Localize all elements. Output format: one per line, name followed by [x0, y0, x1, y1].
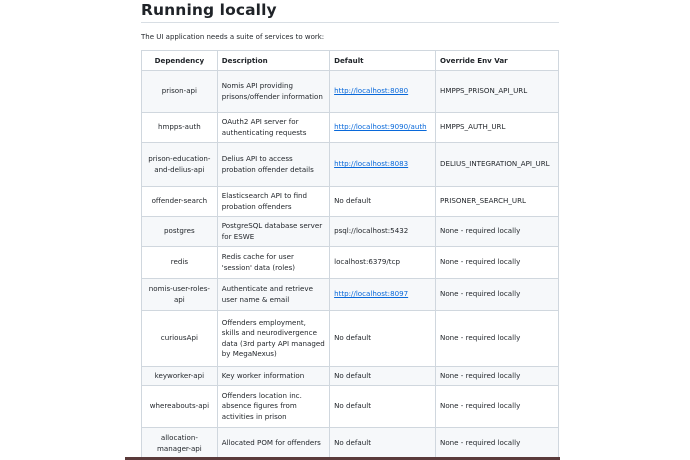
override-env-var-cell: None - required locally — [436, 386, 559, 428]
intro-text: The UI application needs a suite of services to work: — [141, 33, 325, 41]
description-cell: Allocated POM for offenders — [217, 428, 329, 460]
default-url-link[interactable]: http://localhost:9090/auth — [334, 122, 427, 132]
table-row — [142, 386, 559, 428]
table-row — [142, 367, 559, 386]
default-cell: No default — [330, 367, 436, 386]
header-description: Description — [217, 51, 329, 71]
header-default: Default — [330, 51, 436, 71]
dependency-cell: postgres — [142, 217, 218, 247]
override-env-var-cell: PRISONER_SEARCH_URL — [436, 187, 559, 217]
table-row — [142, 187, 559, 217]
default-cell — [330, 279, 436, 311]
dependency-cell: allocation-manager-api — [142, 428, 218, 460]
dependency-cell: redis — [142, 247, 218, 279]
description-cell: Nomis API providing prisons/offender information — [217, 71, 329, 113]
override-env-var-cell: HMPPS_AUTH_URL — [436, 113, 559, 143]
section-heading: Running locally — [141, 0, 559, 23]
readme-section — [141, 0, 559, 453]
default-cell — [330, 71, 436, 113]
dependency-cell: nomis-user-roles-api — [142, 279, 218, 311]
header-dependency: Dependency — [142, 51, 218, 71]
dependency-cell: offender-search — [142, 187, 218, 217]
override-env-var-cell: None - required locally — [436, 217, 559, 247]
override-env-var-cell: HMPPS_PRISON_API_URL — [436, 71, 559, 113]
table-row — [142, 217, 559, 247]
default-cell: No default — [330, 311, 436, 367]
dependency-cell: whereabouts-api — [142, 386, 218, 428]
default-url-link[interactable]: http://localhost:8097 — [334, 289, 409, 299]
default-cell: psql://localhost:5432 — [330, 217, 436, 247]
description-cell: OAuth2 API server for authenticating requests — [217, 113, 329, 143]
description-cell: Key worker information — [217, 367, 329, 386]
table-row — [142, 113, 559, 143]
description-cell: Offenders location inc. absence figures from activities in prison — [217, 386, 329, 428]
table-header-row — [142, 51, 559, 71]
override-env-var-cell: None - required locally — [436, 428, 559, 460]
description-cell: Delius API to access probation offender details — [217, 143, 329, 187]
table-row — [142, 247, 559, 279]
override-env-var-cell: None - required locally — [436, 311, 559, 367]
description-cell: Redis cache for user 'session' data (roles) — [217, 247, 329, 279]
table-row — [142, 143, 559, 187]
table-row — [142, 428, 559, 460]
override-env-var-cell: DELIUS_INTEGRATION_API_URL — [436, 143, 559, 187]
dependencies-table — [141, 50, 559, 460]
default-url-link[interactable]: http://localhost:8083 — [334, 159, 409, 169]
table-row — [142, 279, 559, 311]
override-env-var-cell: None - required locally — [436, 367, 559, 386]
description-cell: PostgreSQL database server for ESWE — [217, 217, 329, 247]
override-env-var-cell: None - required locally — [436, 247, 559, 279]
default-cell: No default — [330, 386, 436, 428]
default-cell: No default — [330, 428, 436, 460]
description-cell: Offenders employment, skills and neurodivergence data (3rd party API managed by MegaNexus) — [217, 311, 329, 367]
default-cell: localhost:6379/tcp — [330, 247, 436, 279]
description-cell: Elasticsearch API to find probation offenders — [217, 187, 329, 217]
dependency-cell: hmpps-auth — [142, 113, 218, 143]
table-row — [142, 311, 559, 367]
dependency-cell: keyworker-api — [142, 367, 218, 386]
default-cell — [330, 113, 436, 143]
dependency-cell: prison-api — [142, 71, 218, 113]
override-env-var-cell: None - required locally — [436, 279, 559, 311]
default-cell — [330, 143, 436, 187]
description-cell: Authenticate and retrieve user name & email — [217, 279, 329, 311]
default-cell: No default — [330, 187, 436, 217]
table-row — [142, 71, 559, 113]
dependency-cell: prison-education-and-delius-api — [142, 143, 218, 187]
dependency-cell: curiousApi — [142, 311, 218, 367]
header-override-env-var: Override Env Var — [436, 51, 559, 71]
default-url-link[interactable]: http://localhost:8080 — [334, 86, 409, 96]
